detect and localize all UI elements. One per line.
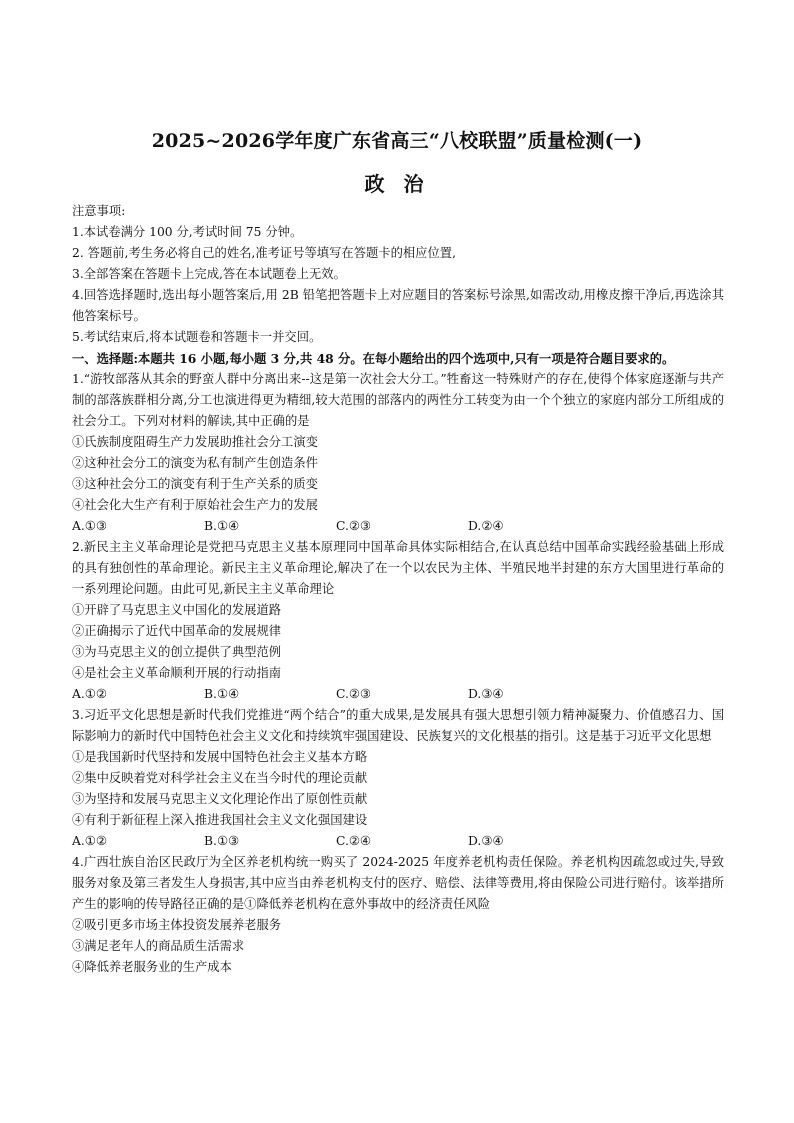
question-1 (72, 369, 724, 537)
option-c: C.②③ (336, 519, 371, 533)
statement-item: ④有利于新征程上深入推进我国社会主义文化强国建设 (72, 813, 368, 827)
notice-item: 5.考试结束后,将本试题卷和答题卡一并交回。 (72, 330, 322, 344)
option-d: D.③④ (468, 834, 504, 848)
statement-item: ③这种社会分工的演变有利于生产关系的质变 (72, 477, 318, 491)
question-3 (72, 705, 724, 852)
statement-item: ①开辟了马克思主义中国化的发展道路 (72, 603, 282, 617)
answer-options (72, 831, 724, 852)
statement-item: ②正确揭示了近代中国革命的发展规律 (72, 624, 282, 638)
section-heading: 一、选择题:本题共 16 小题,每小题 3 分,共 48 分。在每小题给出的四个选项中,只有一项是符合题目要求的。 (72, 351, 675, 366)
option-d: D.②④ (468, 519, 504, 533)
statement-item: ①氏族制度阻碍生产力发展助推社会分工演变 (72, 435, 318, 449)
statement-item: ③为马克思主义的创立提供了典型范例 (72, 645, 282, 659)
statement-item: ③为坚持和发展马克思主义文化理论作出了原创性贡献 (72, 792, 368, 806)
statement-item: ②集中反映着党对科学社会主义在当今时代的理论贡献 (72, 771, 368, 785)
option-a: A.①③ (72, 519, 107, 533)
notice-block (72, 201, 724, 348)
answer-options (72, 684, 724, 705)
question-stem: 3.习近平文化思想是新时代我们党推进“两个结合”的重大成果,是发展具有强大思想引领力精神凝聚力、价值感召力、国际影响力的新时代中国特色社会主义文化和持续筑牢强国建设、民族复兴的文化根基的指引。这是基于习近平文化思想 (72, 708, 724, 743)
notice-item: 1.本试卷满分 100 分,考试时间 75 分钟。 (72, 225, 303, 239)
notice-item: 4.回答选择题时,选出每小题答案后,用 2B 铅笔把答题卡上对应题目的答案标号涂黑,如需改动,用橡皮擦干净后,再选涂其他答案标号。 (72, 288, 724, 323)
subject-title: 政 治 (364, 172, 430, 196)
option-c: C.②③ (336, 687, 371, 701)
notice-heading: 注意事项: (72, 204, 126, 218)
statement-item: ②这种社会分工的演变为私有制产生创造条件 (72, 456, 318, 470)
exam-title: 2025~2026学年度广东省高三“八校联盟”质量检测(一) (151, 130, 643, 152)
question-stem: 1.“游牧部落从其余的野蛮人群中分离出来--这是第一次社会大分工。”牲畜这一特殊财产的存在,使得个体家庭逐渐与共产制的部落族群相分离,分工也演进得更为精细,较大范围的部落内的两性分工转变为由一个个独立的家庭内部分工所组成的社会分工。下列对材料的解读,其中正确的是 (72, 372, 724, 428)
question-stem: 2.新民主主义革命理论是党把马克思主义基本原理同中国革命具体实际相结合,在认真总结中国革命实践经验基础上形成的具有独创性的革命理论。新民主主义革命理论,解决了在一个以农民为主体、半殖民地半封建的东方大国里进行革命的一系列理论问题。由此可见,新民主主义革命理论 (72, 540, 724, 596)
exam-body (72, 201, 724, 978)
answer-options (72, 516, 724, 537)
statement-item: ③满足老年人的商品质生活需求 (72, 939, 245, 953)
option-a: A.①② (72, 687, 107, 701)
statement-item: ①是我国新时代坚持和发展中国特色社会主义基本方略 (72, 750, 368, 764)
option-b: B.①④ (204, 687, 239, 701)
statement-item: ②吸引更多市场主体投资发展养老服务 (72, 918, 282, 932)
option-c: C.②④ (336, 834, 371, 848)
option-d: D.③④ (468, 687, 504, 701)
notice-item: 3.全部答案在答题卡上完成,答在本试题卷上无效。 (72, 267, 346, 281)
option-b: B.①④ (204, 519, 239, 533)
question-2 (72, 537, 724, 705)
statement-item: ④降低养老服务业的生产成本 (72, 960, 232, 974)
notice-item: 2. 答题前,考生务必将自己的姓名,准考证号等填写在答题卡的相应位置, (72, 246, 456, 260)
statement-item: ④社会化大生产有利于原始社会生产力的发展 (72, 498, 318, 512)
option-b: B.①③ (204, 834, 239, 848)
question-stem: 4.广西壮族自治区民政厅为全区养老机构统一购买了 2024-2025 年度养老机构责任保险。养老机构因疏忽或过失,导致服务对象及第三者发生人身损害,其中应当由养老机构支付的医疗、赔偿、法律等费用,将由保险公司进行赔付。该举措所产生的影响的传导路径正确的是①降低养老机构在意外事故中的经济责任风险 (72, 855, 724, 911)
statement-item: ④是社会主义革命顺利开展的行动指南 (72, 666, 282, 680)
option-a: A.①② (72, 834, 107, 848)
question-4 (72, 852, 724, 978)
